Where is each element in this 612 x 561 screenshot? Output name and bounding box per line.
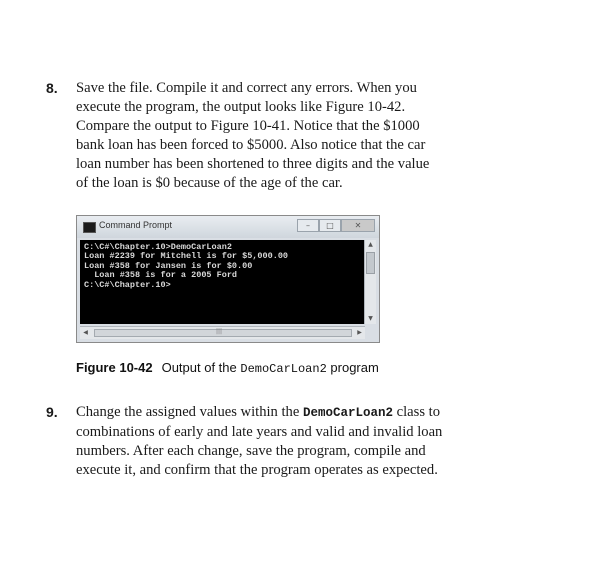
step-9-line: execute it, and confirm that the program operates as expected.	[76, 462, 438, 478]
step-9-line-start: Change the assigned values within the	[76, 404, 303, 420]
console-line: Loan #358 is for a 2005 Ford	[84, 270, 238, 281]
scroll-down-icon[interactable]: ▼	[368, 315, 373, 322]
step-9-text	[76, 403, 516, 480]
step-8-line: Compare the output to Figure 10-41. Notice that the $1000	[76, 118, 420, 134]
step-9-line	[76, 403, 516, 423]
step-8-line: loan number has been shortened to three digits and the value	[76, 156, 430, 172]
class-name-code: DemoCarLoan2	[302, 406, 393, 420]
command-prompt-window	[76, 215, 380, 343]
horizontal-scrollbar[interactable]	[80, 326, 365, 339]
step-8-number: 8.	[46, 80, 58, 96]
scroll-right-icon[interactable]: ▶	[357, 329, 362, 336]
console-line: Loan #358 for Jansen is for $0.00	[84, 260, 253, 271]
scroll-left-icon[interactable]: ◀	[83, 329, 88, 336]
maximize-icon[interactable]: □	[319, 219, 341, 232]
close-icon[interactable]: ✕	[341, 219, 375, 232]
vertical-scrollbar[interactable]	[364, 240, 376, 324]
caption-text-end: program	[326, 360, 379, 375]
step-8-line: bank loan has been forced to $5000. Also notice that the car	[76, 137, 426, 153]
step-8-text	[76, 79, 516, 193]
vertical-scroll-thumb[interactable]	[366, 252, 375, 274]
command-prompt-icon	[83, 222, 96, 233]
caption-code: DemoCarLoan2	[240, 362, 327, 376]
console-output	[80, 240, 365, 324]
minimize-icon[interactable]: –	[297, 219, 319, 232]
console-line: C:\C#\Chapter.10>	[84, 279, 171, 290]
step-9-line: numbers. After each change, save the program, compile and	[76, 443, 426, 459]
console-line: Loan #2239 for Mitchell is for $5,000.00	[84, 251, 289, 262]
step-8-line: execute the program, the output looks like Figure 10-42.	[76, 99, 406, 115]
step-9-line: combinations of early and late years and valid and invalid loan	[76, 424, 443, 440]
caption-text: Output of the	[161, 360, 241, 375]
step-9-line-end: class to	[392, 404, 441, 420]
figure-caption	[76, 360, 379, 376]
step-8-line: Save the file. Compile it and correct any errors. When you	[76, 80, 417, 96]
console-line: C:\C#\Chapter.10>DemoCarLoan2	[84, 242, 232, 252]
step-9-number: 9.	[46, 404, 58, 420]
step-8-line: of the loan is $0 because of the age of the car.	[76, 175, 343, 191]
window-title: Command Prompt	[99, 220, 173, 230]
horizontal-scroll-thumb[interactable]	[94, 329, 352, 337]
figure-label: Figure 10-42	[76, 360, 153, 375]
scroll-up-icon[interactable]: ▲	[368, 241, 373, 248]
window-controls	[297, 219, 375, 233]
scroll-grip-icon: |||	[216, 328, 223, 335]
window-title-bar	[77, 216, 379, 238]
